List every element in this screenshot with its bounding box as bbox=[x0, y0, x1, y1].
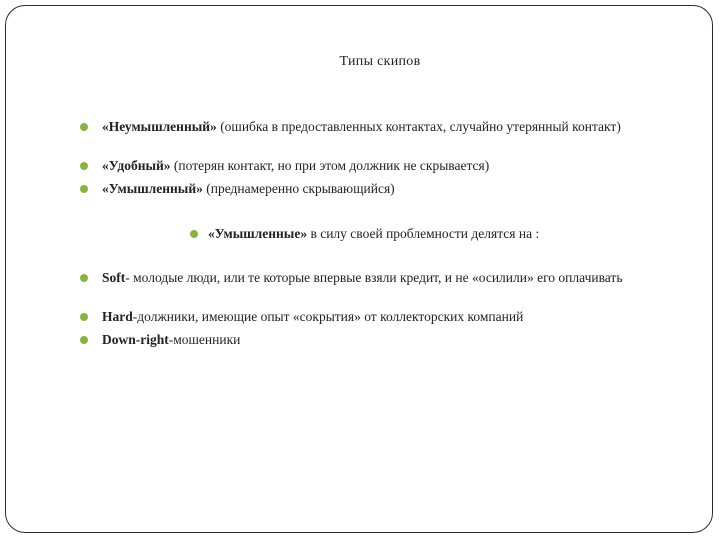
list-item-term: Soft bbox=[102, 270, 126, 285]
bullet-icon bbox=[80, 274, 88, 282]
list-item-description: (ошибка в предоставленных контактах, случайно утерянный контакт) bbox=[216, 119, 621, 134]
list-item-description: (преднамеренно скрывающийся) bbox=[202, 181, 395, 196]
list-item-description: (потерян контакт, но при этом должник не скрывается) bbox=[170, 158, 490, 173]
slide-title: Типы скипов bbox=[339, 54, 421, 69]
list-item-text bbox=[102, 180, 642, 198]
bullet-icon bbox=[80, 162, 88, 170]
list-item-text bbox=[102, 157, 642, 175]
list-item-text bbox=[102, 269, 642, 287]
list-item-term: «Неумышленный» bbox=[102, 119, 217, 134]
bullet-icon bbox=[80, 185, 88, 193]
list-item-description: - молодые люди, или те которые впервые взяли кредит, и не «осилили» его оплачивать bbox=[125, 270, 623, 285]
list-item-term: Down-right bbox=[102, 332, 169, 347]
bullet-icon bbox=[80, 123, 88, 131]
list-item-term: «Удобный» bbox=[102, 158, 171, 173]
list-item-text bbox=[102, 118, 642, 136]
list-item-description: -мошенники bbox=[168, 332, 241, 347]
list-item-term: Hard bbox=[102, 309, 133, 324]
list-item-description: -должники, имеющие опыт «сокрытия» от коллекторских компаний bbox=[132, 309, 524, 324]
sub-heading-description: в силу своей проблемности делятся на : bbox=[307, 226, 540, 241]
bullet-icon bbox=[80, 313, 88, 321]
sub-heading-term: «Умышленные» bbox=[208, 226, 308, 241]
list-item-text bbox=[102, 331, 642, 349]
list-item-term: «Умышленный» bbox=[102, 181, 203, 196]
list-item-text bbox=[102, 308, 642, 326]
bullet-icon bbox=[80, 336, 88, 344]
sub-heading-text bbox=[208, 225, 648, 243]
bullet-icon bbox=[190, 230, 198, 238]
